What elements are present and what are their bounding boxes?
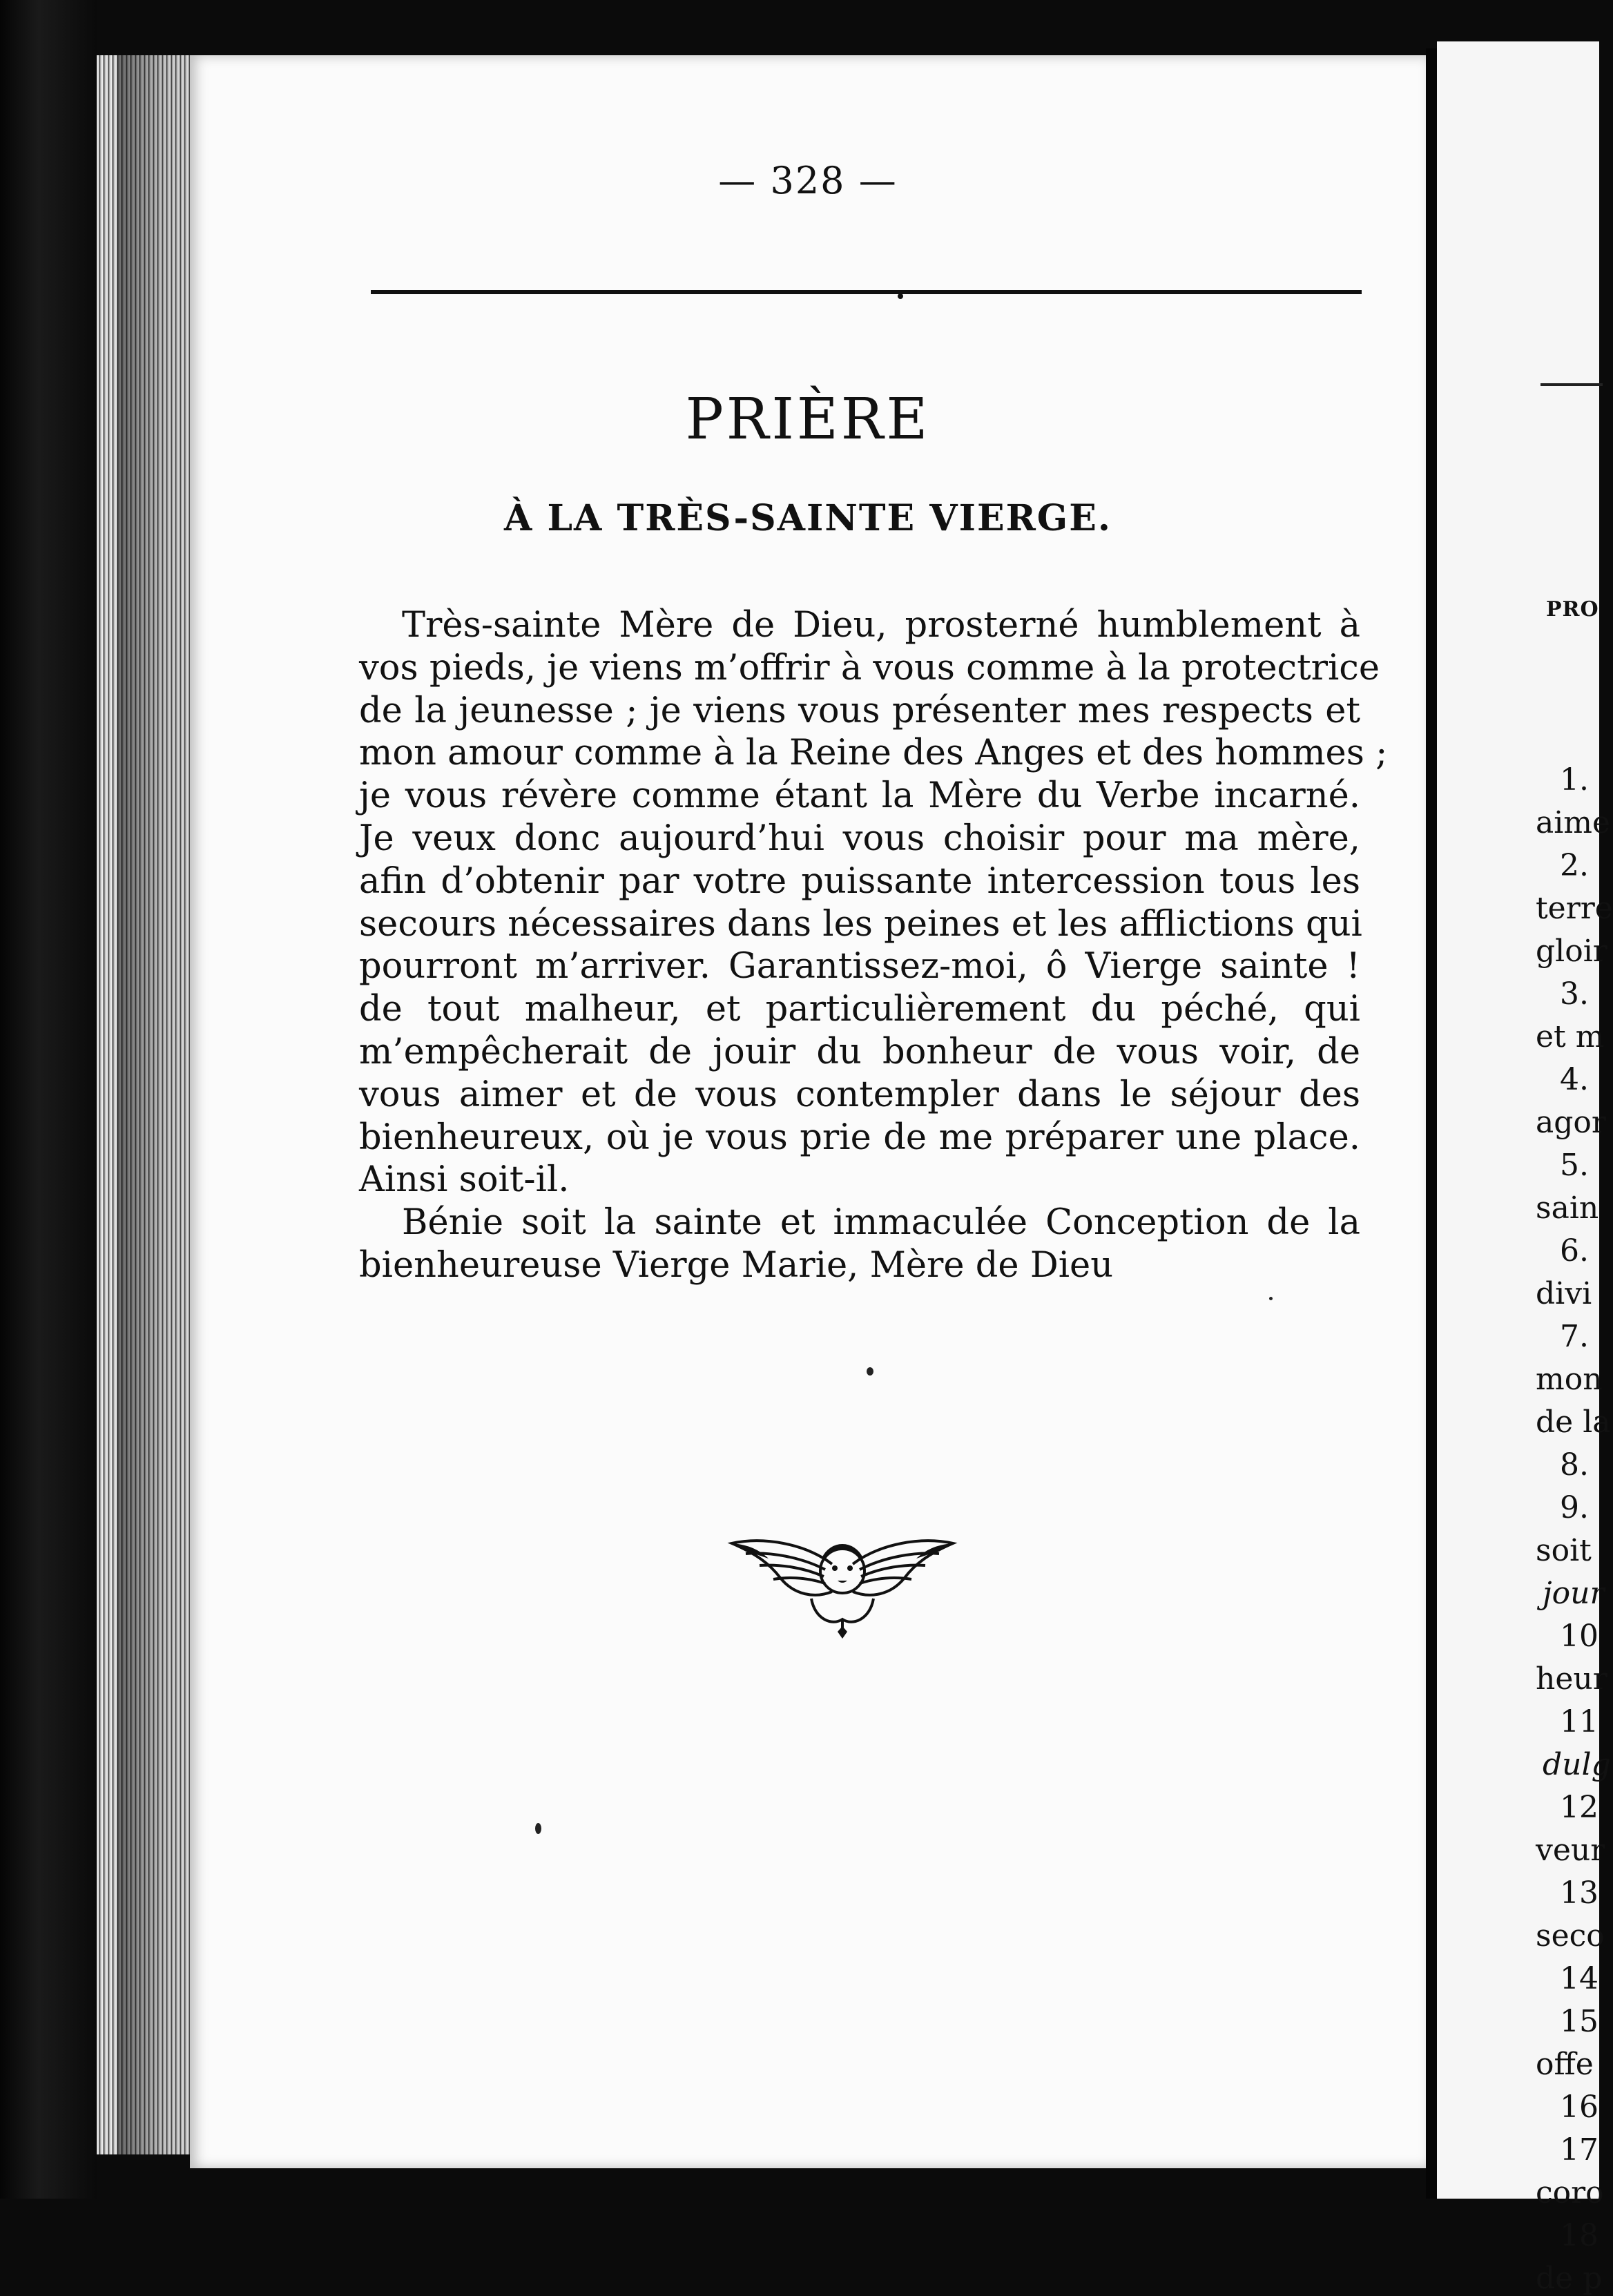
- text-line: Ainsi soit-il.: [359, 1159, 570, 1201]
- text-line: de la jeunesse ; je viens vous présenter mes respects et: [359, 690, 1360, 731]
- prayer-body: [359, 604, 1388, 1287]
- header-rule-dot: [898, 293, 903, 299]
- text-fragment: 6.: [1560, 1233, 1589, 1268]
- text-fragment: 4.: [1560, 1062, 1589, 1097]
- text-line: vous aimer et de vous contempler dans le séjour des: [359, 1074, 1360, 1115]
- text-line: Je veux donc aujourd’hui vous choisir pour ma mère,: [359, 818, 1360, 859]
- paragraph-2: [359, 1202, 1360, 1287]
- text-fragment: 12: [1560, 1790, 1598, 1825]
- text-fragment: 11: [1560, 1704, 1598, 1739]
- text-fragment: aime: [1536, 805, 1611, 840]
- text-fragment: 1.: [1560, 762, 1589, 798]
- next-page-heading: PRO: [1546, 597, 1599, 621]
- text-fragment: 9.: [1560, 1490, 1589, 1525]
- text-fragment: 16: [1560, 2090, 1598, 2125]
- text-fragment: gloir: [1536, 934, 1607, 969]
- page-number: — 328 —: [718, 159, 898, 202]
- text-fragment: divi: [1536, 1276, 1592, 1311]
- header-rule: [371, 290, 1362, 294]
- text-line: bienheureux, où je vous prie de me préparer une place.: [359, 1117, 1360, 1158]
- text-fragment: 13: [1560, 1875, 1598, 1911]
- text-fragment: de la: [1536, 1405, 1611, 1440]
- text-line: mon amour comme à la Reine des Anges et des hommes ;: [359, 733, 1388, 774]
- text-line: afin d’obtenir par votre puissante intercession tous les: [359, 860, 1360, 902]
- winged-cherub-ornament: [728, 1516, 956, 1647]
- text-fragment: 18: [1560, 2218, 1598, 2253]
- text-fragment: heur: [1536, 1661, 1607, 1697]
- text-fragment: 10: [1560, 1619, 1598, 1654]
- text-fragment: et m: [1536, 1019, 1605, 1054]
- text-fragment: 8.: [1560, 1447, 1589, 1483]
- paragraph-1: [359, 604, 1388, 1202]
- text-line: de tout malheur, et particulièrement du péché, qui: [359, 989, 1360, 1030]
- text-line: secours nécessaires dans les peines et les afflictions qui: [359, 903, 1362, 945]
- ink-speck: [1269, 1297, 1273, 1300]
- text-line: Très-sainte Mère de Dieu, prosterné humblement à: [402, 605, 1360, 646]
- text-fragment: seco: [1536, 1918, 1605, 1953]
- page-edges-shadow: [117, 55, 200, 2154]
- text-fragment: 14: [1560, 1961, 1598, 1996]
- prayer-subtitle: À LA TRÈS-SAINTE VIERGE.: [504, 497, 1112, 539]
- text-fragment: veur: [1536, 1833, 1605, 1868]
- text-fragment: 17: [1560, 2132, 1598, 2168]
- text-fragment: sain: [1536, 1190, 1599, 1226]
- right-page-fragment: [1437, 41, 1613, 2296]
- text-fragment: 15: [1560, 2004, 1598, 2039]
- text-fragment: dulg: [1543, 1747, 1611, 1782]
- text-line: pourront m’arriver. Garantissez-moi, ô Vierge sainte !: [359, 946, 1360, 987]
- text-fragment: soit: [1536, 1533, 1592, 1568]
- text-line: bienheureuse Vierge Marie, Mère de Dieu: [359, 1244, 1114, 1286]
- text-fragment: offe: [1536, 2047, 1594, 2082]
- text-line: m’empêcherait de jouir du bonheur de vous voir, de: [359, 1031, 1360, 1072]
- ink-speck: [867, 1367, 873, 1376]
- text-fragment: terre: [1536, 891, 1613, 926]
- book-spine: [0, 0, 97, 2199]
- text-fragment: mon: [1536, 1362, 1603, 1397]
- text-line: vos pieds, je viens m’offrir à vous comme à la protectrice: [359, 647, 1380, 688]
- text-fragment: coro: [1536, 2175, 1604, 2210]
- page-gutter: [1426, 48, 1437, 2199]
- text-fragment: 7.: [1560, 1319, 1589, 1354]
- prayer-title: PRIÈRE: [685, 387, 931, 452]
- text-line: Bénie soit la sainte et immaculée Conception de la: [402, 1202, 1360, 1244]
- text-fragment: 5.: [1560, 1148, 1589, 1183]
- text-fragment: jour: [1543, 1576, 1605, 1611]
- left-page: [190, 55, 1426, 2168]
- next-page-rule: [1540, 383, 1603, 386]
- ink-speck: [535, 1823, 541, 1834]
- text-fragment: de p: [1536, 2261, 1603, 2296]
- text-fragment: 3.: [1560, 976, 1589, 1012]
- text-fragment: 2.: [1560, 848, 1589, 883]
- text-line: je vous révère comme étant la Mère du Verbe incarné.: [359, 775, 1360, 817]
- text-fragment: agor: [1536, 1105, 1606, 1140]
